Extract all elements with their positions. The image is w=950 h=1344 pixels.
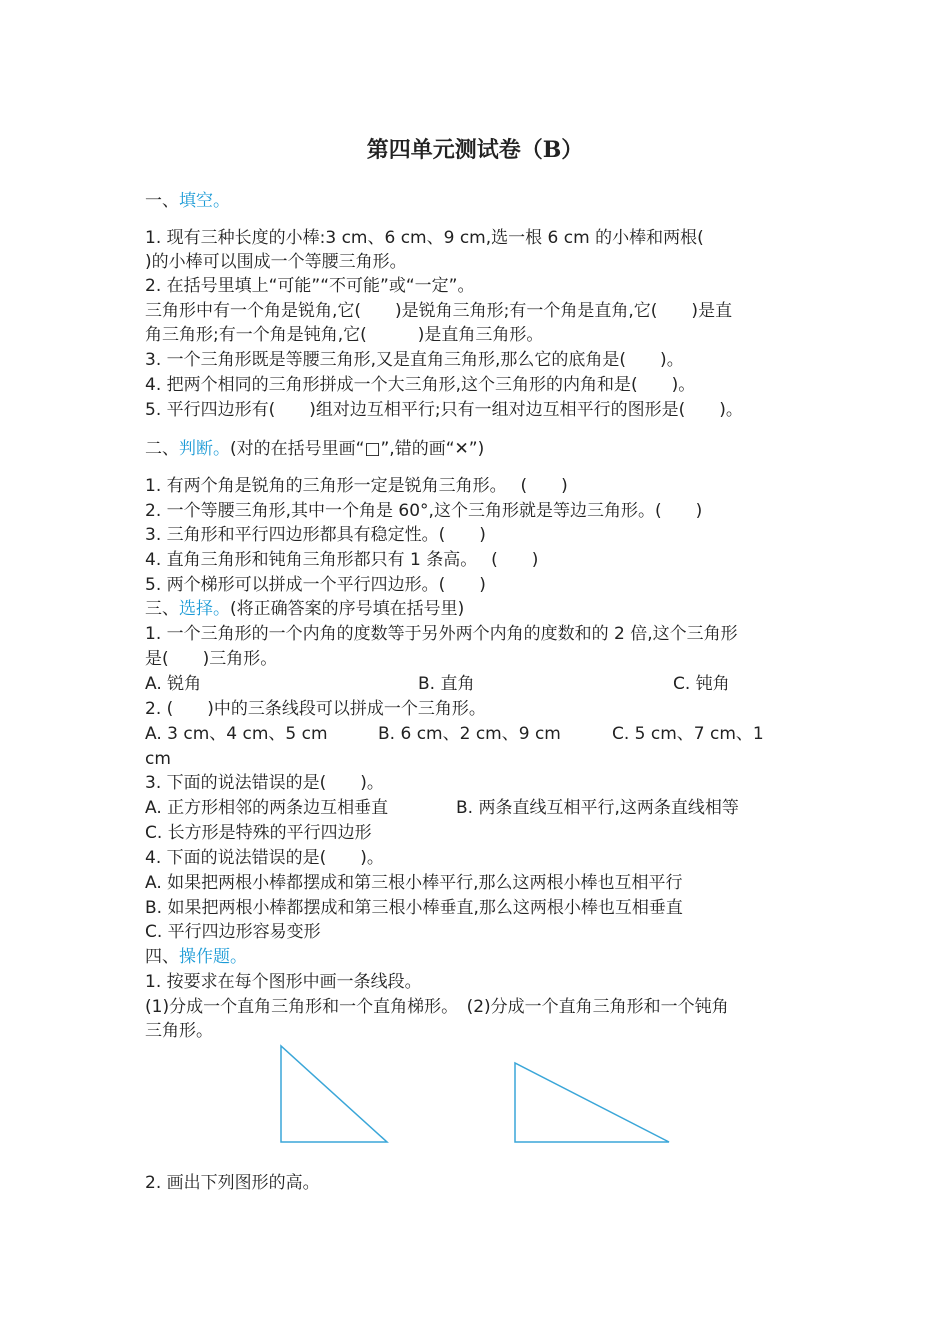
question-line: )的小棒可以围成一个等腰三角形。 [145, 252, 407, 272]
question-line: 是( )三角形。 [145, 649, 278, 669]
choice-option-a: A. 锐角 [145, 674, 202, 694]
question-line: 3. 一个三角形既是等腰三角形,又是直角三角形,那么它的底角是( )。 [145, 350, 684, 370]
question-line: 1. 按要求在每个图形中画一条线段。 [145, 972, 422, 992]
choice-option-a: A. 正方形相邻的两条边互相垂直 [145, 798, 389, 818]
choice-option-b: B. 6 cm、2 cm、9 cm [378, 724, 561, 744]
section-number: 四、 [145, 947, 179, 967]
choice-option-b: B. 直角 [418, 674, 475, 694]
section-note: (将正确答案的序号填在括号里) [230, 599, 465, 619]
section-title: 操作题。 [179, 947, 247, 967]
section-note: (对的在括号里画“□”,错的画“✕”) [230, 439, 485, 459]
question-line: 三角形。 [145, 1021, 213, 1041]
question-line: 4. 把两个相同的三角形拼成一个大三角形,这个三角形的内角和是( )。 [145, 375, 696, 395]
question-line: 三角形中有一个角是锐角,它( )是锐角三角形;有一个角是直角,它( )是直 [145, 301, 733, 321]
question-line: 3. 三角形和平行四边形都具有稳定性。( ) [145, 525, 486, 545]
section-number: 一、 [145, 191, 179, 211]
page-title: 第四单元测试卷（B） [366, 137, 584, 163]
right-triangle-figure-2 [510, 1058, 675, 1148]
right-triangle-figure-1 [275, 1040, 395, 1150]
section-title: 选择。 [179, 599, 230, 619]
choice-option-c-continued: cm [145, 749, 171, 769]
section-number: 三、 [145, 599, 179, 619]
section-title: 判断。 [179, 439, 230, 459]
question-line: 2. 在括号里填上“可能”“不可能”或“一定”。 [145, 276, 475, 296]
question-line: 4. 直角三角形和钝角三角形都只有 1 条高。 ( ) [145, 550, 539, 570]
question-line: 3. 下面的说法错误的是( )。 [145, 773, 384, 793]
choice-option-a: A. 3 cm、4 cm、5 cm [145, 724, 328, 744]
choice-option-c: C. 5 cm、7 cm、1 [612, 724, 764, 744]
question-line: 1. 有两个角是锐角的三角形一定是锐角三角形。 ( ) [145, 476, 568, 496]
question-line: 5. 两个梯形可以拼成一个平行四边形。( ) [145, 575, 486, 595]
question-line: 2. 一个等腰三角形,其中一个角是 60°,这个三角形就是等边三角形。( ) [145, 501, 703, 521]
section-heading-judge [145, 437, 484, 461]
question-line: 2. ( )中的三条线段可以拼成一个三角形。 [145, 699, 486, 719]
choice-option-c: C. 平行四边形容易变形 [145, 922, 321, 942]
choice-option-b: B. 如果把两根小棒都摆成和第三根小棒垂直,那么这两根小棒也互相垂直 [145, 898, 683, 918]
question-line: 1. 一个三角形的一个内角的度数等于另外两个内角的度数和的 2 倍,这个三角形 [145, 624, 738, 644]
section-heading-choice [145, 597, 464, 621]
choice-option-b: B. 两条直线互相平行,这两条直线相等 [456, 798, 739, 818]
choice-option-c: C. 长方形是特殊的平行四边形 [145, 823, 372, 843]
section-number: 二、 [145, 439, 179, 459]
section-heading-operate [145, 945, 247, 969]
question-line: 角三角形;有一个角是钝角,它( )是直角三角形。 [145, 325, 544, 345]
question-line: 1. 现有三种长度的小棒:3 cm、6 cm、9 cm,选一根 6 cm 的小棒和两根( [145, 228, 704, 248]
choice-option-a: A. 如果把两根小棒都摆成和第三根小棒平行,那么这两根小棒也互相平行 [145, 873, 683, 893]
section-heading-fill [145, 189, 230, 213]
section-title: 填空。 [179, 191, 230, 211]
question-line: 5. 平行四边形有( )组对边互相平行;只有一组对边互相平行的图形是( )。 [145, 400, 743, 420]
choice-option-c: C. 钝角 [673, 674, 730, 694]
question-line: (1)分成一个直角三角形和一个直角梯形。 (2)分成一个直角三角形和一个钝角 [145, 997, 729, 1017]
question-line: 2. 画出下列图形的高。 [145, 1173, 320, 1193]
question-line: 4. 下面的说法错误的是( )。 [145, 848, 384, 868]
